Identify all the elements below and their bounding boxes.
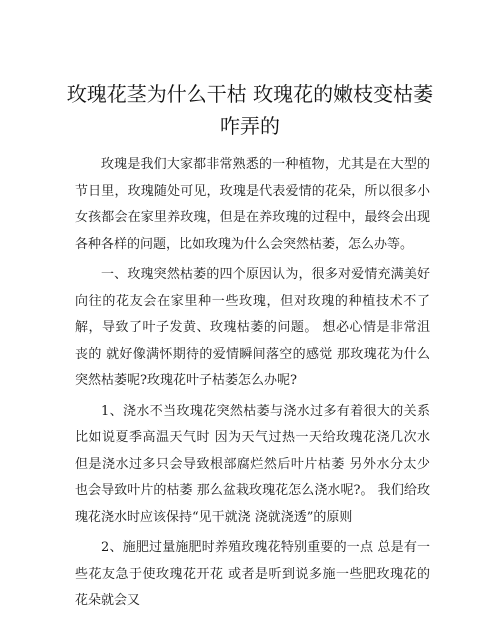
title-line-1: 玫瑰花茎为什么干枯 玫瑰花的嫩枝变枯萎 xyxy=(66,82,434,106)
document-title xyxy=(60,78,440,142)
title-line-2: 咋弄的 xyxy=(220,114,280,138)
document-body xyxy=(75,152,430,619)
paragraph-watering: 1、浇水不当玫瑰花突然枯萎与浇水过多有着很大的关系 比如说夏季高温天气时 因为天气过热一天给玫瑰花浇几次水 但是浇水过多只会导致根部腐烂然后叶片枯萎 另外水分太少也会导致叶片的枯萎 那么盆栽玫瑰花怎么浇水呢?。 我们给玫瑰花浇水时应该保持“见干就浇 浇就浇透”的原则 xyxy=(75,403,430,525)
paragraph-section-1: 一、玫瑰突然枯萎的四个原因认为，很多对爱情充满美好向往的花友会在家里种一些玫瑰，但对玫瑰的种植技术不了解，导致了叶子发黄、玫瑰枯萎的问题。 想必心情是非常沮丧的 就好像满怀期待的爱情瞬间落空的感觉 那玫瑰花为什么突然枯萎呢?玫瑰花叶子枯萎怎么办呢? xyxy=(75,267,430,388)
paragraph-fertilizing: 2、施肥过量施肥时养殖玫瑰花特别重要的一点 总是有一些花友急于使玫瑰花开花 或者是听到说多施一些肥玫瑰花的花朵就会又 xyxy=(75,540,430,608)
paragraph-intro: 玫瑰是我们大家都非常熟悉的一种植物，尤其是在大型的节日里，玫瑰随处可见，玫瑰是代表爱情的花朵，所以很多小女孩都会在家里养玫瑰，但是在养玫瑰的过程中，最终会出现各种各样的问题，比如玫瑰为什么会突然枯萎，怎么办等。 xyxy=(75,157,430,252)
